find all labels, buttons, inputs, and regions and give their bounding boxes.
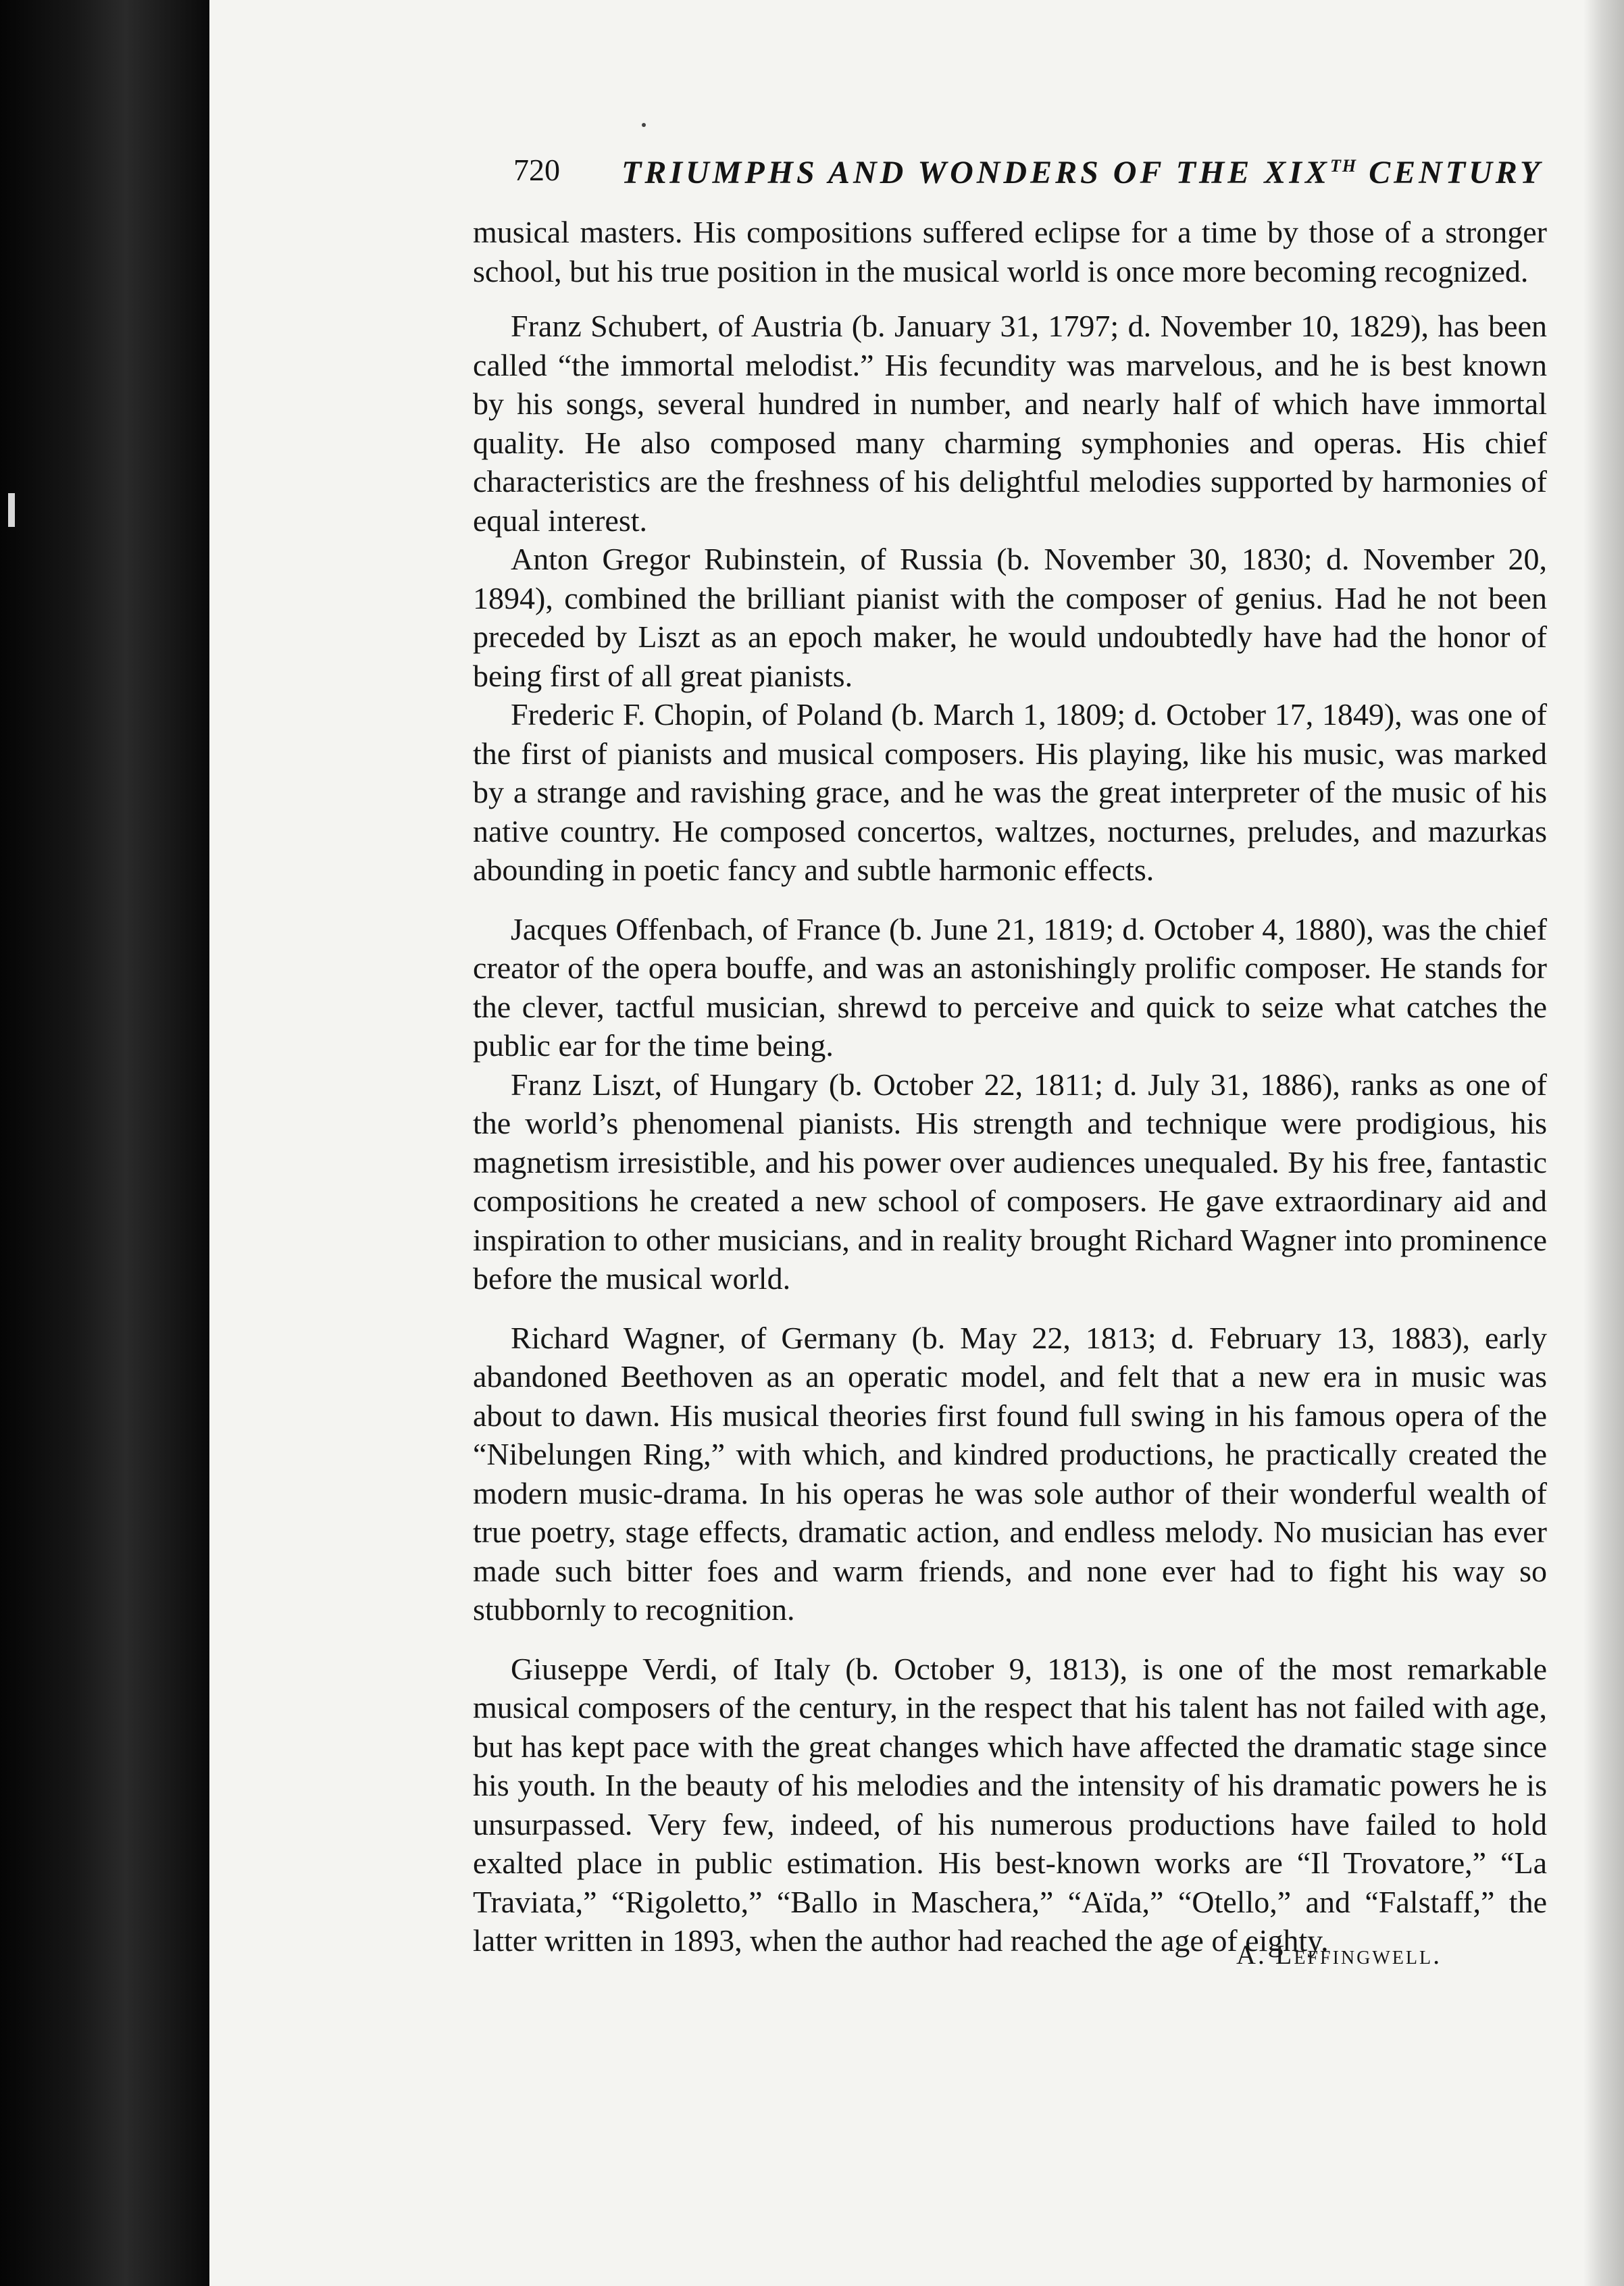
spine-mark bbox=[8, 493, 15, 527]
page-number: 720 bbox=[513, 153, 560, 187]
page-edge-shadow bbox=[1583, 0, 1624, 2286]
paragraph-offenbach: Jacques Offenbach, of France (b. June 21, 1819; d. October 4, 1880), was the chief creator of the opera bouffe, and was an astonishingly prolific composer. He stands for the clever, tactful musician, shrewd to perceive and quick to seize what catches the public ear for the time being. bbox=[473, 911, 1547, 1063]
running-title-superscript: TH bbox=[1330, 156, 1358, 176]
author-signature: A. Leffingwell. bbox=[1236, 1939, 1442, 1970]
paragraph-continuation: musical masters. His compositions suffered eclipse for a time by those of a stronger school, but his true position in the musical world is once more becoming recognized. bbox=[473, 215, 1547, 288]
paragraph-schubert: Franz Schubert, of Austria (b. January 31, 1797; d. November 10, 1829), has been called “the immortal melodist.” His fecundity was marvelous, and he is best known by his songs, several hundred in number, and nearly half of which have immortal quality. He also composed many charming symphonies and operas. His chief characteristics are the freshness of his delightful melodies supported by harmonies of equal interest. bbox=[473, 309, 1547, 538]
running-title-end: CENTURY bbox=[1369, 155, 1544, 190]
body-text bbox=[473, 213, 1547, 1960]
running-title-main: TRIUMPHS AND WONDERS OF THE XIX bbox=[621, 155, 1330, 190]
printer-dot bbox=[642, 123, 646, 127]
paragraph-liszt: Franz Liszt, of Hungary (b. October 22, 1811; d. July 31, 1886), ranks as one of the world’s phenomenal pianists. His strength and technique were prodigious, his magnetism irresistible, and his power over audiences unequaled. By his free, fantastic compositions he created a new school of composers. He gave extraordinary aid and inspiration to other musicians, and in reality brought Richard Wagner into prominence before the musical world. bbox=[473, 1067, 1547, 1296]
book-spine-shadow bbox=[0, 0, 209, 2286]
paragraph-verdi: Giuseppe Verdi, of Italy (b. October 9, 1813), is one of the most remarkable musical composers of the century, in the respect that his talent has not failed with age, but has kept pace with the great changes which have affected the dramatic stage since his youth. In the beauty of his melodies and the intensity of his dramatic powers he is unsurpassed. Very few, indeed, of his numerous productions have failed to hold exalted place in public estimation. His best-known works are “Il Trovatore,” “La Traviata,” “Rigoletto,” “Ballo in Maschera,” “Aïda,” “Otello,” and “Falstaff,” the latter written in 1893, when the author had reached the age of eighty. bbox=[473, 1651, 1547, 1958]
paragraph-wagner: Richard Wagner, of Germany (b. May 22, 1813; d. February 13, 1883), early abandoned Beethoven as an operatic model, and felt that a new era in music was about to dawn. His musical theories first found full swing in his famous opera of the “Nibelungen Ring,” with which, and kindred productions, he practically created the modern music-drama. In his operas he was sole author of their wonderful wealth of true poetry, stage effects, dramatic action, and endless melody. No musician has ever made such bitter foes and warm friends, and none ever had to fight his way so stubbornly to recognition. bbox=[473, 1320, 1547, 1627]
paragraph-rubinstein: Anton Gregor Rubinstein, of Russia (b. November 30, 1830; d. November 20, 1894), combined the brilliant pianist with the composer of genius. Had he not been preceded by Liszt as an epoch maker, he would undoubtedly have had the honor of being first of all great pianists. bbox=[473, 542, 1547, 693]
paragraph-chopin: Frederic F. Chopin, of Poland (b. March 1, 1809; d. October 17, 1849), was one of the first of pianists and musical composers. His playing, like his music, was marked by a strange and ravishing grace, and he was the great interpreter of the music of his native country. He composed concertos, waltzes, nocturnes, preludes, and mazurkas abounding in poetic fancy and subtle harmonic effects. bbox=[473, 697, 1547, 887]
running-title bbox=[621, 154, 1543, 191]
